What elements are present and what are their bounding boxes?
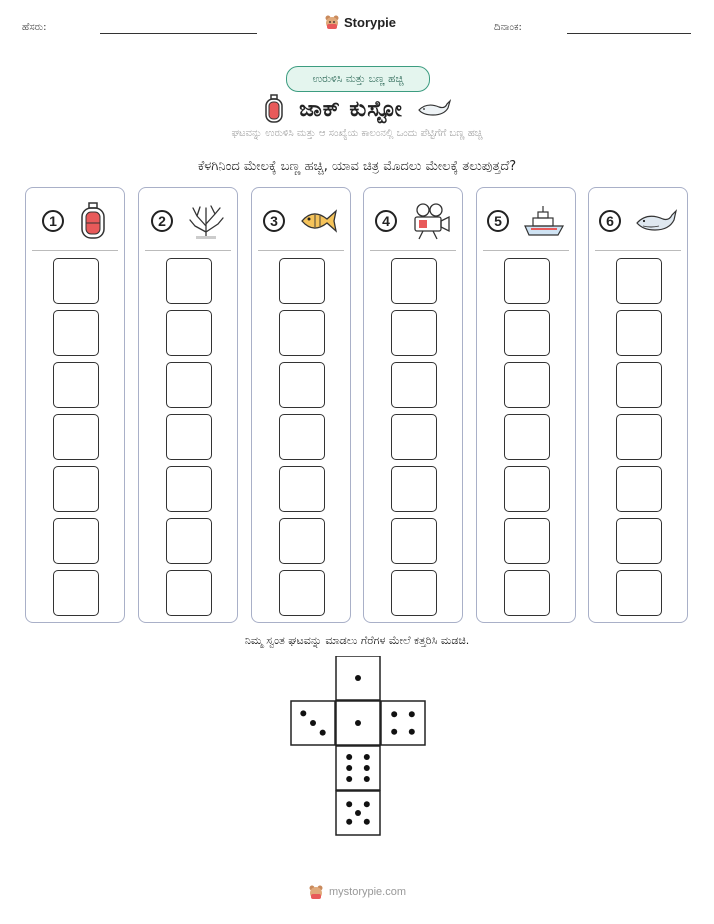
die-pip [355, 675, 361, 681]
die-pip [310, 720, 316, 726]
die-pip [346, 754, 352, 760]
ship-icon [523, 204, 565, 238]
fish-icon [299, 206, 339, 236]
color-box[interactable] [279, 258, 325, 304]
cut-fold-instruction: ನಿಮ್ಮ ಸ್ವಂತ ಘಟವನ್ನು ಮಾಡಲು ಗೆರೆಗಳ ಮೇಲೆ ಕತ್ತರಿಸಿ ಮಡಚಿ. [244, 634, 470, 647]
die-pip [409, 729, 415, 735]
brand-logo [324, 14, 396, 30]
color-box[interactable] [504, 414, 550, 460]
color-box[interactable] [279, 518, 325, 564]
page-title: ಜಾಕ್ ಕುಸ್ಟೋ [299, 96, 403, 122]
die-pip [391, 711, 397, 717]
footer-url: mystorypie.com [328, 886, 407, 898]
name-line[interactable] [100, 33, 257, 34]
die-pip [364, 754, 370, 760]
color-box[interactable] [616, 310, 662, 356]
color-box[interactable] [279, 570, 325, 616]
color-box[interactable] [53, 258, 99, 304]
column-5 [476, 187, 576, 623]
column-2 [138, 187, 238, 623]
die-pip [355, 720, 361, 726]
diving-tank-icon [78, 202, 108, 240]
footer [0, 884, 714, 900]
color-box[interactable] [166, 362, 212, 408]
color-box[interactable] [616, 362, 662, 408]
film-camera-icon [411, 202, 451, 240]
color-box[interactable] [504, 570, 550, 616]
date-line[interactable] [567, 33, 691, 34]
bear-icon [308, 884, 324, 900]
color-box[interactable] [391, 414, 437, 460]
die-pip [355, 810, 361, 816]
color-box[interactable] [166, 258, 212, 304]
color-box[interactable] [391, 258, 437, 304]
column-1 [25, 187, 125, 623]
color-box[interactable] [616, 258, 662, 304]
whale-icon [635, 207, 677, 235]
color-box[interactable] [391, 518, 437, 564]
color-box[interactable] [391, 362, 437, 408]
die-pip [364, 801, 370, 807]
column-4 [363, 187, 463, 623]
column-number: 3 [263, 210, 285, 232]
die-pip [346, 765, 352, 771]
title-row [0, 94, 714, 124]
color-box[interactable] [279, 414, 325, 460]
color-box[interactable] [391, 570, 437, 616]
color-box[interactable] [166, 310, 212, 356]
die-pip [364, 765, 370, 771]
color-box[interactable] [53, 518, 99, 564]
color-box[interactable] [166, 466, 212, 512]
color-box[interactable] [616, 414, 662, 460]
column-number: 4 [375, 210, 397, 232]
coral-icon [187, 202, 225, 240]
brand-name: Storypie [344, 14, 397, 30]
column-number: 6 [599, 210, 621, 232]
whale-icon [417, 98, 451, 120]
die-pip [409, 711, 415, 717]
column-number: 2 [151, 210, 173, 232]
die-face [381, 701, 425, 745]
color-box[interactable] [279, 362, 325, 408]
color-box[interactable] [166, 570, 212, 616]
question-text: ಕೆಳಗಿನಿಂದ ಮೇಲಕ್ಕೆ ಬಣ್ಣ ಹಚ್ಚಿ, ಯಾವ ಚಿತ್ರ ಮೊದಲು ಮೇಲಕ್ಕೆ ತಲುಪುತ್ತದೆ? [197, 159, 517, 174]
color-box[interactable] [616, 570, 662, 616]
die-pip [391, 729, 397, 735]
date-label: ದಿನಾಂಕ: [494, 22, 522, 33]
color-box[interactable] [616, 466, 662, 512]
color-box[interactable] [616, 518, 662, 564]
color-box[interactable] [391, 466, 437, 512]
color-box[interactable] [53, 466, 99, 512]
color-box[interactable] [53, 414, 99, 460]
column-6 [588, 187, 688, 623]
instructions-subtitle: ಘಟವನ್ನು ಉರುಳಿಸಿ ಮತ್ತು ಆ ಸಂಖ್ಯೆಯ ಕಾಲಂನಲ್ಲಿ ಒಂದು ಪೆಟ್ಟಿಗೆಗೆ ಬಣ್ಣ ಹಚ್ಚಿ [231, 128, 483, 139]
die-pip [320, 730, 326, 736]
die-pip [346, 776, 352, 782]
color-box[interactable] [504, 362, 550, 408]
die-pip [346, 801, 352, 807]
column-number: 5 [487, 210, 509, 232]
die-pip [346, 819, 352, 825]
column-number: 1 [42, 210, 64, 232]
die-pip [364, 776, 370, 782]
color-box[interactable] [53, 570, 99, 616]
color-box[interactable] [504, 466, 550, 512]
die-pip [364, 819, 370, 825]
color-box[interactable] [166, 518, 212, 564]
bear-icon [324, 14, 340, 30]
color-box[interactable] [391, 310, 437, 356]
color-box[interactable] [504, 258, 550, 304]
column-3 [251, 187, 351, 623]
color-box[interactable] [504, 310, 550, 356]
color-box[interactable] [504, 518, 550, 564]
color-box[interactable] [166, 414, 212, 460]
activity-badge: ಉರುಳಿಸಿ ಮತ್ತು ಬಣ್ಣ ಹಚ್ಚಿ [286, 66, 430, 92]
diving-tank-icon [263, 94, 285, 124]
die-face [336, 746, 380, 790]
name-label: ಹೆಸರು: [22, 22, 47, 33]
color-box[interactable] [279, 310, 325, 356]
color-box[interactable] [53, 362, 99, 408]
color-box[interactable] [53, 310, 99, 356]
die-net [290, 656, 426, 836]
color-box[interactable] [279, 466, 325, 512]
die-pip [300, 710, 306, 716]
